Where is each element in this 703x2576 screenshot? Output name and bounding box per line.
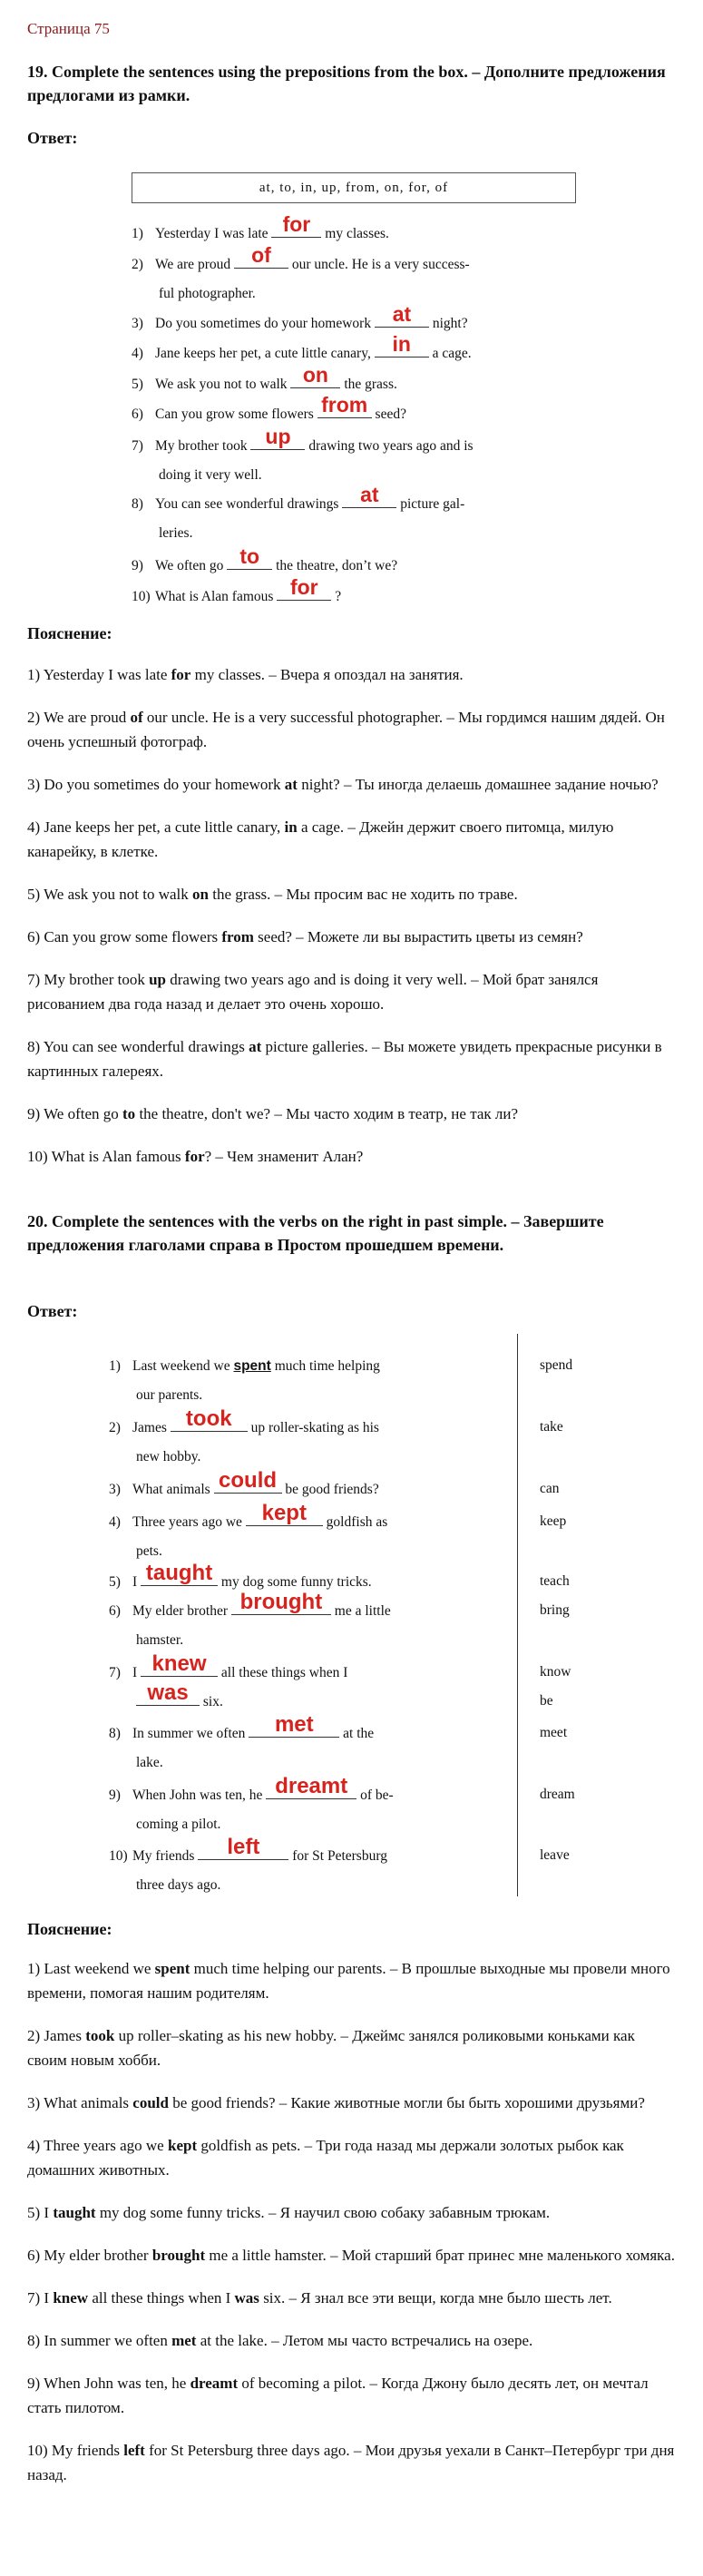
sentence-number: 3) [132, 316, 143, 331]
answer-word: dreamt [275, 1774, 348, 1798]
continuation-text: new hobby. [136, 1449, 201, 1464]
sentence-number: 6) [109, 1603, 121, 1619]
task-20-title: 20. Complete the sentences with the verbs on the right in past simple. – Завершите предложения глаголами справа в Простом прошедшем времени. [27, 1212, 604, 1254]
sentence-text-after: the grass. [344, 377, 397, 392]
answer-blank [234, 243, 288, 269]
sentence-number: 10) [109, 1848, 128, 1864]
sentence-text-before: You can see wonderful drawings [155, 496, 339, 512]
sentence-text-before: What animals [132, 1482, 210, 1497]
sentence-text-before: What is Alan famous [155, 589, 274, 604]
sentence-text-after: night? [432, 316, 468, 331]
explanation-item: 6) Can you grow some flowers from seed? – Можете ли вы вырастить цветы из семян? [27, 928, 583, 945]
sentence-number: 4) [109, 1514, 121, 1530]
continuation-text: hamster. [136, 1632, 184, 1648]
sentence-continuation: leries. [159, 525, 193, 541]
sentence-number: 5) [132, 377, 143, 392]
sentence-text-after: goldfish as [326, 1514, 388, 1530]
sentence-number: 9) [132, 558, 143, 573]
explanation-item: 10) What is Alan famous for? – Чем знаменит Алан? [27, 1148, 364, 1165]
sentence-text-before: Jane keeps her pet, a cute little canary, [155, 346, 371, 361]
sentence-number: 2) [109, 1420, 121, 1435]
task-19-explanations [27, 662, 676, 1187]
answer-word: taught [145, 1561, 213, 1585]
key-word: for [171, 666, 191, 683]
sentence-text-before: In summer we often [132, 1726, 246, 1741]
sentence-text-after: picture gal- [400, 496, 465, 512]
sentence-number: 4) [132, 346, 143, 361]
answer-blank [141, 1651, 218, 1677]
sentence-text-before: We often go [155, 558, 224, 573]
explanation-item: 9) When John was ten, he dreamt of becoming a pilot. – Когда Джону было десять лет, он мечтал стать пилотом. [27, 2375, 649, 2416]
explanation-item: 9) We often go to the theatre, don't we? – Мы часто ходим в театр, не так ли? [27, 1105, 519, 1122]
answer-word: at [360, 483, 379, 506]
explanation-item: 8) You can see wonderful drawings at picture galleries. – Вы можете увидеть прекрасные рисунки в картинных галереях. [27, 1038, 662, 1080]
explanation-item: 5) We ask you not to walk on the grass. – Мы просим вас не ходить по траве. [27, 886, 518, 903]
sentence-9 [132, 544, 576, 581]
verb-9: dream [540, 1787, 575, 1802]
key-word: spent [154, 1960, 190, 1977]
key-word: brought [151, 2247, 206, 2264]
explanation-item: 8) In summer we often met at the lake. – Летом мы часто встречались на озере. [27, 2332, 533, 2349]
explanation-item: 3) Do you sometimes do your homework at night? – Ты иногда делаешь домашнее задание ночью? [27, 776, 659, 793]
key-word: in [284, 818, 298, 836]
answer-blank [136, 1680, 200, 1706]
sentence-text-before: Do you sometimes do your homework [155, 316, 372, 331]
sentence-text-before: James [132, 1420, 167, 1435]
verb-2: take [540, 1419, 563, 1435]
key-word: of [130, 709, 143, 726]
sentence-number: 7) [109, 1665, 121, 1680]
sentence-text-after: up roller-skating as his [250, 1420, 379, 1435]
page-number: Страница 75 [27, 20, 110, 37]
sentence-text-after: be good friends? [285, 1482, 379, 1497]
answer-blank [141, 1561, 218, 1586]
sentence-number: 9) [109, 1788, 121, 1803]
explanation-item: 6) My elder brother brought me a little hamster. – Мой старший брат принес мне маленького хомяка. [27, 2247, 675, 2264]
answer-blank [214, 1468, 282, 1494]
continuation-text: six. [202, 1694, 223, 1709]
answer-word: on [302, 363, 328, 387]
sentence-number: 6) [132, 406, 143, 422]
answer-word: met [274, 1712, 314, 1737]
sentence-1 [109, 1352, 508, 1381]
explanation-item: 5) I taught my dog some funny tricks. – Я научил свою собаку забавным трюкам. [27, 2204, 551, 2221]
sentence-number: 7) [132, 438, 143, 454]
sentence-10 [132, 575, 576, 612]
key-word: at [284, 776, 298, 793]
explanation-item: 1) Last weekend we spent much time helping our parents. – В прошлые выходные мы провели много времени, помогая нашим родителям. [27, 1960, 670, 2002]
sentence-text-after: me a little [334, 1603, 391, 1619]
verb-4: keep [540, 1513, 567, 1529]
task-19-answer-label: Ответ: [27, 129, 78, 147]
task-19-explanation-label: Пояснение: [27, 624, 112, 642]
sentence-text-before: We are proud [155, 257, 231, 272]
key-word: took [85, 2027, 115, 2044]
answer-word: took [185, 1406, 232, 1431]
sentence-text-before: I [132, 1574, 138, 1590]
sentence-text-before: My brother took [155, 438, 248, 454]
sentence-continuation [109, 1680, 535, 1717]
answer-word: of [251, 243, 271, 267]
answer-blank [198, 1835, 288, 1860]
sentence-text-after: for St Petersburg [292, 1848, 387, 1864]
answer-word: for [282, 212, 311, 236]
task-20-explanations [27, 1956, 676, 2505]
answer-blank [246, 1501, 323, 1526]
sentence-text-before: Can you grow some flowers [155, 406, 314, 422]
task-20-explanation-label: Пояснение: [27, 1920, 112, 1938]
explanation-item: 7) I knew all these things when I was six. – Я знал все эти вещи, когда мне было шесть лет. [27, 2289, 612, 2307]
key-word: met [171, 2332, 197, 2349]
sentence-number: 5) [109, 1574, 121, 1590]
continuation-text: pets. [136, 1543, 162, 1559]
sentence-text-after: my classes. [325, 226, 389, 241]
answer-word: kept [261, 1501, 307, 1525]
sentence-3 [109, 1468, 508, 1504]
sentence-text-after: the theatre, don’t we? [276, 558, 398, 573]
sentence-text-after: much time helping [274, 1358, 380, 1374]
answer-word: in [392, 332, 411, 356]
sentence-6 [132, 393, 576, 429]
continuation-text: coming a pilot. [136, 1817, 221, 1832]
sentence-text-before: We ask you not to walk [155, 377, 288, 392]
key-word: kept [167, 2137, 198, 2154]
key-word: from [221, 928, 254, 945]
explanation-item: 4) Jane keeps her pet, a cute little canary, in a cage. – Джейн держит своего питомца, милую канарейку, в клетке. [27, 818, 614, 860]
answer-blank [375, 332, 429, 358]
explanation-item: 2) James took up roller–skating as his new hobby. – Джеймс занялся роликовыми коньками как своим новым хобби. [27, 2027, 635, 2069]
answer-word: from [321, 393, 368, 416]
key-word: was [234, 2289, 259, 2307]
sentence-text-after: my dog some funny tricks. [220, 1574, 372, 1590]
answer-blank [271, 212, 321, 238]
verbs-divider [517, 1334, 518, 1896]
task-20-exercise [109, 1334, 617, 1915]
verb-5: teach [540, 1573, 570, 1589]
key-word: taught [53, 2204, 96, 2221]
explanation-item: 10) My friends left for St Petersburg three days ago. – Мои друзья уехали в Санкт–Петербург три дня назад. [27, 2442, 675, 2483]
continuation-text: three days ago. [136, 1877, 221, 1893]
explanation-item: 4) Three years ago we kept goldfish as pets. – Три года назад мы держали золотых рыбок как домашних животных. [27, 2137, 624, 2179]
key-word: left [123, 2442, 145, 2459]
sentence-number: 10) [132, 589, 151, 604]
verb-1: spend [540, 1357, 573, 1373]
task-19-title: 19. Complete the sentences using the prepositions from the box. – Дополните предложения предлогами из рамки. [27, 63, 666, 104]
sentence-7 [132, 425, 576, 461]
answer-word: to [239, 544, 260, 568]
answer-blank [277, 575, 331, 601]
verb-3: can [540, 1481, 560, 1496]
sentence-number: 1) [132, 226, 143, 241]
sentence-text-after: drawing two years ago and is [308, 438, 474, 454]
answer-blank [266, 1774, 356, 1799]
answer-blank [171, 1406, 248, 1432]
sentence-2 [132, 243, 576, 279]
sentence-continuation: doing it very well. [159, 467, 262, 483]
answer-blank [250, 425, 305, 450]
key-word: knew [53, 2289, 89, 2307]
answer-word: at [392, 302, 412, 326]
task-20-answer-label: Ответ: [27, 1302, 78, 1320]
sentence-text-after: at the [343, 1726, 375, 1741]
explanation-item: 2) We are proud of our uncle. He is a very successful photographer. – Мы гордимся нашим дядей. Он очень успешный фотограф. [27, 709, 665, 750]
answer-blank [249, 1712, 339, 1738]
sentence-text-before: Yesterday I was late [155, 226, 269, 241]
explanation-item: 3) What animals could be good friends? – Какие животные могли бы быть хорошими друзьями? [27, 2094, 645, 2111]
answer-word: left [227, 1835, 260, 1859]
task-19-exercise [127, 172, 581, 608]
answer-word: was [147, 1680, 189, 1705]
answer-word: brought [239, 1590, 323, 1614]
answer-blank [317, 393, 372, 418]
key-word: for [184, 1148, 205, 1165]
answer-word: for [289, 575, 318, 599]
sentence-continuation: ful photographer. [159, 286, 256, 301]
continuation-text: lake. [136, 1755, 163, 1770]
answer-blank [290, 363, 340, 388]
answer-word: spent [233, 1358, 271, 1374]
answer-blank [231, 1590, 331, 1615]
sentence-text-before: I [132, 1665, 138, 1680]
sentence-number: 8) [132, 496, 143, 512]
prepositions-box: at, to, in, up, from, on, for, of [132, 172, 576, 203]
verb-7b: be [540, 1693, 553, 1709]
answer-blank [375, 302, 429, 328]
verb-10: leave [540, 1847, 570, 1863]
sentence-number: 8) [109, 1726, 121, 1741]
sentence-number: 3) [109, 1482, 121, 1497]
sentence-9 [109, 1774, 508, 1810]
answer-word: up [265, 425, 291, 448]
explanation-item: 1) Yesterday I was late for my classes. – Вчера я опоздал на занятия. [27, 666, 464, 683]
sentence-number: 1) [109, 1358, 121, 1374]
sentence-text-after: our uncle. He is a very success- [291, 257, 470, 272]
sentence-8 [109, 1712, 508, 1748]
answer-blank [342, 483, 396, 508]
sentence-number: 2) [132, 257, 143, 272]
sentence-continuation [109, 1381, 535, 1410]
key-word: on [192, 886, 209, 903]
answer-word: knew [151, 1651, 207, 1676]
key-word: up [149, 971, 167, 988]
verb-6: bring [540, 1602, 570, 1618]
sentence-2 [109, 1406, 508, 1443]
sentence-continuation [109, 1810, 535, 1839]
sentence-text-before: Three years ago we [132, 1514, 242, 1530]
sentence-text-after: all these things when I [220, 1665, 348, 1680]
key-word: could [132, 2094, 169, 2111]
key-word: at [249, 1038, 262, 1055]
key-word: to [122, 1105, 136, 1122]
sentence-text-after: a cage. [432, 346, 472, 361]
sentence-text-before: My elder brother [132, 1603, 229, 1619]
sentence-text-before: When John was ten, he [132, 1788, 263, 1803]
sentence-1 [132, 212, 576, 249]
sentence-text-after: seed? [375, 406, 406, 422]
sentence-8 [132, 483, 576, 519]
sentence-3 [132, 302, 576, 338]
explanation-item: 7) My brother took up drawing two years ago and is doing it very well. – Мой брат занялся рисованием два года назад и делает это очень хорошо. [27, 971, 599, 1013]
sentence-6 [109, 1590, 508, 1626]
sentence-4 [109, 1501, 508, 1537]
continuation-text: our parents. [136, 1387, 203, 1403]
sentence-text-before: Last weekend we [132, 1358, 230, 1374]
sentence-text-after: of be- [360, 1788, 394, 1803]
verb-8: meet [540, 1725, 568, 1740]
sentence-10 [109, 1835, 508, 1871]
sentence-text-after: ? [335, 589, 342, 604]
sentence-4 [132, 332, 576, 368]
sentence-continuation [109, 1443, 535, 1472]
verb-7: know [540, 1664, 571, 1680]
key-word: dreamt [190, 2375, 239, 2392]
answer-blank [227, 544, 272, 570]
sentence-text-before: My friends [132, 1848, 195, 1864]
answer-word: could [219, 1468, 278, 1493]
sentence-continuation [109, 1871, 535, 1900]
